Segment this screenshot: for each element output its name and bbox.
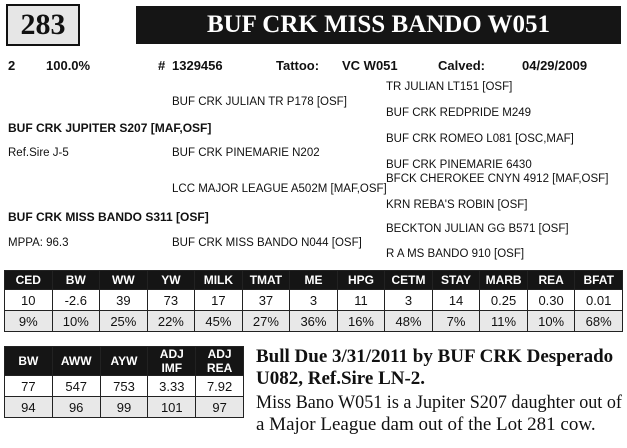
epd-value: -2.6 [52,290,100,311]
epd-table [4,270,623,332]
epd-header: MARB [480,271,528,290]
pedigree-dam-mppa: MPPA: 96.3 [8,237,69,249]
epd-percentile: 68% [575,311,623,332]
reg-number: 1329456 [172,58,223,73]
epd-header: BW [52,271,100,290]
epd-value: 3 [290,290,338,311]
epd-percentile: 45% [195,311,243,332]
calved-label: Calved: [438,58,485,73]
epd-value: 17 [195,290,243,311]
description-line-2: a Major League dam out of the Lot 281 cow. [256,414,596,435]
ratio-header: AWW [52,347,100,376]
ratio-ratio: 97 [196,397,244,418]
epd-header: TMAT [242,271,290,290]
info-percent: 100.0% [46,58,91,73]
epd-percentile: 10% [52,311,100,332]
epd-percentile: 22% [147,311,195,332]
epd-header: BFAT [575,271,623,290]
bull-due-line-1: Bull Due 3/31/2011 by BUF CRK Desperado [256,346,614,367]
tattoo-label: Tattoo: [276,58,320,73]
ratio-value: 3.33 [148,376,196,397]
pedigree-dss: BFCK CHEROKEE CNYN 4912 [MAF,OSF] [386,173,609,185]
epd-header: MILK [195,271,243,290]
epd-header: YW [147,271,195,290]
epd-value: 73 [147,290,195,311]
epd-values-row [5,290,623,311]
animal-name-banner [136,6,621,44]
ratio-ratio: 99 [100,397,148,418]
epd-header-row [5,271,623,290]
ratio-header: AYW [100,347,148,376]
pedigree-sds: BUF CRK ROMEO L081 [OSC,MAF] [386,133,574,145]
epd-header: STAY [432,271,480,290]
ratio-header: BW [5,347,53,376]
reg-label: # [158,58,166,73]
epd-value: 39 [100,290,148,311]
epd-value: 3 [385,290,433,311]
ratio-value: 753 [100,376,148,397]
description-line-1: Miss Bano W051 is a Jupiter S207 daughter out of [256,392,622,413]
pedigree-dsd: KRN REBA'S ROBIN [OSF] [386,199,528,211]
epd-percentile-row [5,311,623,332]
animal-name: BUF CRK MISS BANDO W051 [206,11,551,38]
ratio-table [4,346,244,418]
ratio-header: ADJ IMF [148,347,196,376]
pedigree-sire: BUF CRK JUPITER S207 [MAF,OSF] [8,121,212,135]
epd-percentile: 48% [385,311,433,332]
ratio-ratios-row [5,397,244,418]
epd-percentile: 11% [480,311,528,332]
epd-value: 0.01 [575,290,623,311]
ratio-ratio: 94 [5,397,53,418]
lot-number-badge [6,4,80,46]
info-count: 2 [8,58,16,73]
pedigree-sire-dam: BUF CRK PINEMARIE N202 [172,147,320,159]
epd-value: 14 [432,290,480,311]
tattoo-value: VC W051 [342,58,398,73]
pedigree-ssd: BUF CRK REDPRIDE M249 [386,107,532,119]
ratio-ratio: 101 [148,397,196,418]
epd-percentile: 25% [100,311,148,332]
epd-header: REA [527,271,575,290]
bull-due-line-2: U082, Ref.Sire LN-2. [256,368,426,389]
epd-header: ME [290,271,338,290]
epd-percentile: 9% [5,311,53,332]
pedigree-sire-ref: Ref.Sire J-5 [8,147,69,159]
pedigree-sire-sire: BUF CRK JULIAN TR P178 [OSF] [172,96,347,108]
epd-value: 11 [337,290,385,311]
epd-percentile: 36% [290,311,338,332]
pedigree-ddd: R A MS BANDO 910 [OSF] [386,248,525,260]
epd-value: 0.30 [527,290,575,311]
pedigree-dam-sire: LCC MAJOR LEAGUE A502M [MAF,OSF] [172,183,387,195]
lot-number: 283 [20,8,66,41]
epd-value: 10 [5,290,53,311]
ratio-header: ADJ REA [196,347,244,376]
pedigree-dds: BECKTON JULIAN GG B571 [OSF] [386,223,569,235]
epd-value: 37 [242,290,290,311]
epd-percentile: 27% [242,311,290,332]
pedigree-dam: BUF CRK MISS BANDO S311 [OSF] [8,210,209,224]
ratio-value: 547 [52,376,100,397]
pedigree-sdd: BUF CRK PINEMARIE 6430 [386,159,532,171]
epd-header: CED [5,271,53,290]
ratio-value: 7.92 [196,376,244,397]
ratio-header-row [5,347,244,376]
epd-percentile: 16% [337,311,385,332]
epd-header: CETM [385,271,433,290]
pedigree-dam-dam: BUF CRK MISS BANDO N044 [OSF] [172,237,362,249]
ratio-ratio: 96 [52,397,100,418]
epd-value: 0.25 [480,290,528,311]
ratio-values-row [5,376,244,397]
ratio-value: 77 [5,376,53,397]
epd-percentile: 10% [527,311,575,332]
epd-percentile: 7% [432,311,480,332]
epd-header: HPG [337,271,385,290]
epd-header: WW [100,271,148,290]
pedigree-sss: TR JULIAN LT151 [OSF] [386,81,513,93]
calved-value: 04/29/2009 [522,58,588,73]
